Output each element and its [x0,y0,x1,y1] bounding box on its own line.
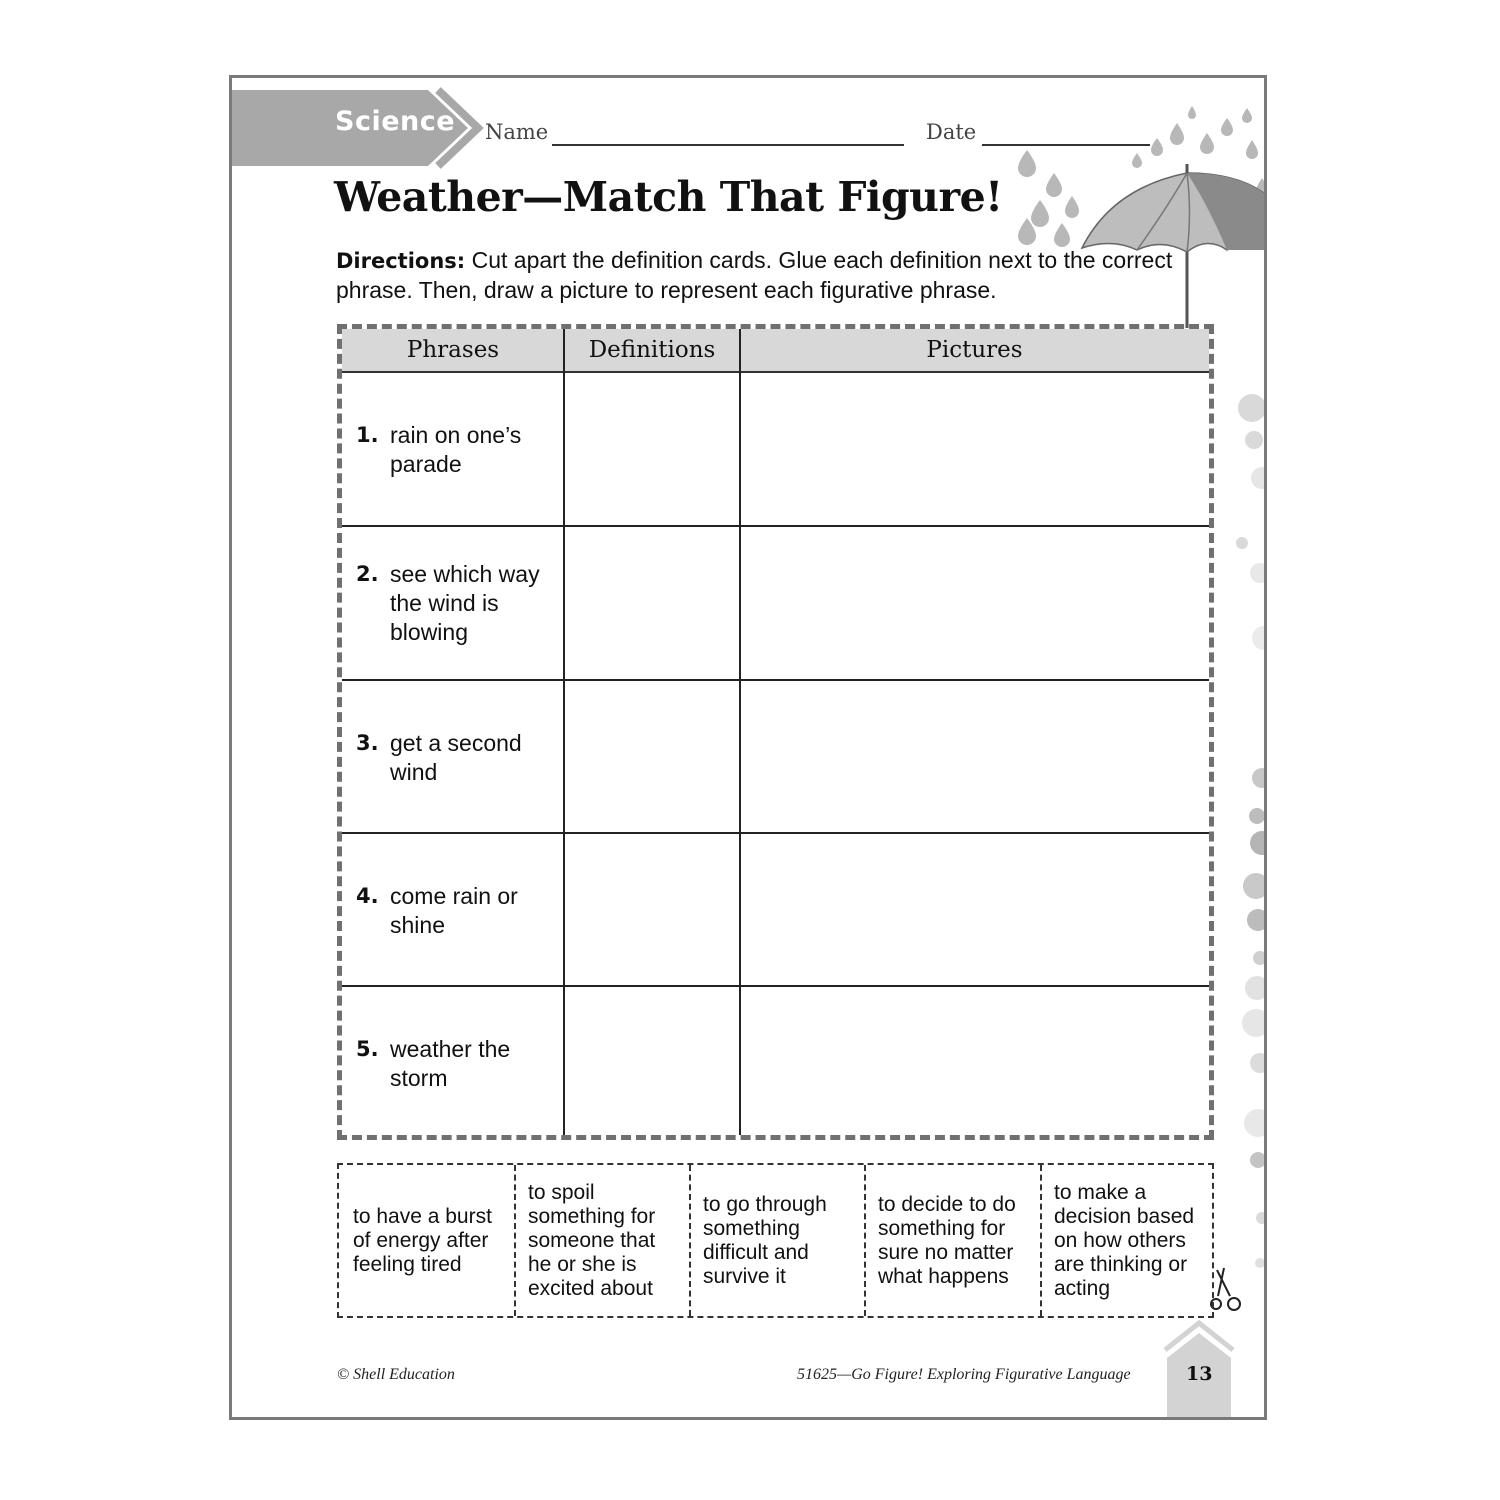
row-number: 4. [356,884,379,908]
definition-card[interactable]: to have a burst of energy after feeling tired [353,1204,492,1276]
definition-cards [337,1163,1214,1318]
matching-table [337,324,1214,1140]
table-row [342,834,1209,985]
book-title-text: 51625—Go Figure! Exploring Figurative Language [797,1366,1131,1383]
table-row [342,987,1209,1135]
definition-card[interactable]: to decide to do something for sure no matter what happens [878,1192,1016,1288]
table-row [342,527,1209,679]
phrase-text: weather the storm [390,1036,511,1091]
header-phrases: Phrases [342,329,564,373]
name-label: Name [485,120,549,144]
definition-cell[interactable] [564,834,739,985]
row-number: 5. [356,1037,379,1061]
bubble-decor [1236,394,1267,1268]
definition-card[interactable]: to make a decision based on how others are thinking or acting [1054,1180,1195,1300]
definition-cell[interactable] [564,373,739,525]
row-number: 1. [356,423,379,447]
phrase-text: come rain or shine [390,883,518,938]
definition-card[interactable]: to spoil something for someone that he or she is excited about [528,1180,656,1300]
subject-tab-label: Science [335,106,456,137]
definition-cell[interactable] [564,681,739,832]
definition-cell[interactable] [564,987,739,1135]
date-label: Date [926,120,977,144]
directions [336,246,1176,305]
picture-cell[interactable] [740,373,1209,525]
header-pictures: Pictures [740,329,1209,373]
phrase-text: get a second wind [390,730,522,785]
directions-text: Cut apart the definition cards. Glue each definition next to the correct phrase. Then, draw a picture to represent each figurative phrase. [336,247,1173,303]
header-definitions: Definitions [564,329,740,373]
picture-cell[interactable] [740,681,1209,832]
page-number: 13 [1186,1363,1213,1385]
picture-cell[interactable] [740,987,1209,1135]
page-title: Weather—Match That Figure! [334,173,1003,221]
picture-cell[interactable] [740,834,1209,985]
definition-card[interactable]: to go through something difficult and survive it [703,1192,827,1288]
scissors-icon [1211,1268,1240,1310]
directions-label: Directions: [336,249,466,273]
name-field[interactable] [552,144,904,146]
copyright-text: © Shell Education [337,1366,455,1383]
table-row [342,681,1209,832]
phrase-text: see which way the wind is blowing [390,561,540,645]
worksheet-page [229,75,1267,1420]
picture-cell[interactable] [740,527,1209,679]
phrase-text: rain on one’s parade [390,422,522,477]
row-number: 2. [356,562,379,586]
table-row [342,373,1209,525]
row-number: 3. [356,731,379,755]
definition-cell[interactable] [564,527,739,679]
date-field[interactable] [982,144,1150,146]
